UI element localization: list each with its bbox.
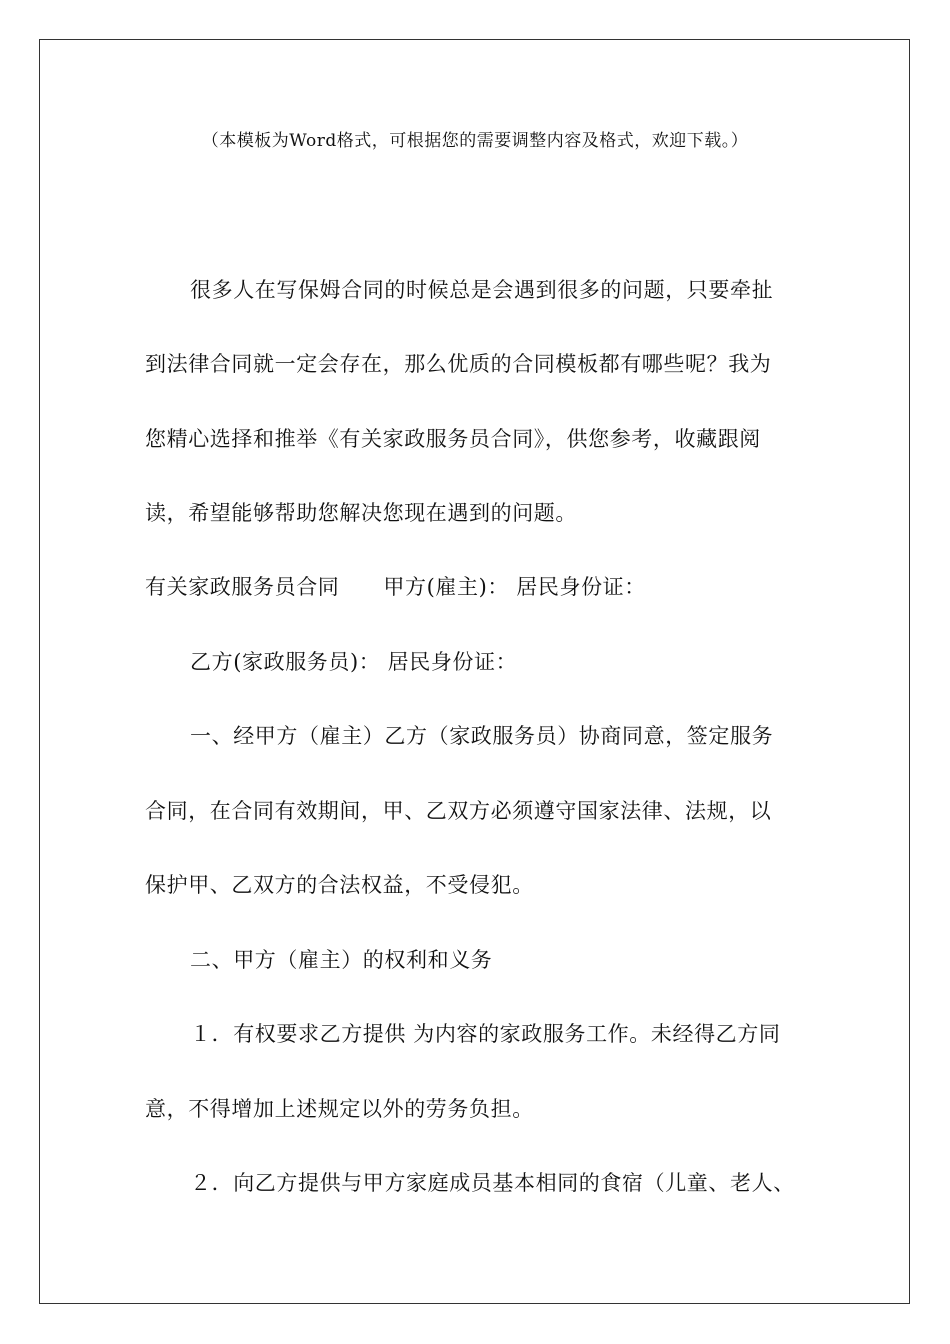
party-a-line: 甲方(雇主)： 居民身份证： — [383, 575, 646, 599]
item-2-line-1: ２．向乙方提供与甲方家庭成员基本相同的食宿（儿童、老人、 — [190, 1171, 795, 1195]
section-1-line-2: 合同，在合同有效期间，甲、乙双方必须遵守国家法律、法规，以 — [145, 799, 772, 823]
intro-line-1: 很多人在写保姆合同的时候总是会遇到很多的问题，只要牵扯 — [190, 278, 774, 302]
intro-line-3: 您精心选择和推举《有关家政服务员合同》，供您参考，收藏跟阅 — [145, 427, 761, 451]
party-b-line: 乙方(家政服务员)： 居民身份证： — [190, 650, 518, 674]
contract-title: 有关家政服务员合同 — [145, 575, 340, 599]
item-1-line-2: 意，不得增加上述规定以外的劳务负担。 — [145, 1097, 534, 1121]
intro-line-2: 到法律合同就一定会存在，那么优质的合同模板都有哪些呢？我为 — [145, 352, 772, 376]
section-1-line-3: 保护甲、乙双方的合法权益，不受侵犯。 — [145, 873, 534, 897]
item-1-line-1: １．有权要求乙方提供 为内容的家政服务工作。未经得乙方同 — [190, 1022, 781, 1046]
intro-line-4: 读，希望能够帮助您解决您现在遇到的问题。 — [145, 501, 577, 525]
section-1-line-1: 一、经甲方（雇主）乙方（家政服务员）协商同意，签定服务 — [190, 724, 774, 748]
section-2-heading: 二、甲方（雇主）的权利和义务 — [190, 948, 493, 972]
contract-heading-line — [145, 573, 646, 601]
template-note: （本模板为Word格式，可根据您的需要调整内容及格式，欢迎下载。） — [201, 131, 749, 151]
